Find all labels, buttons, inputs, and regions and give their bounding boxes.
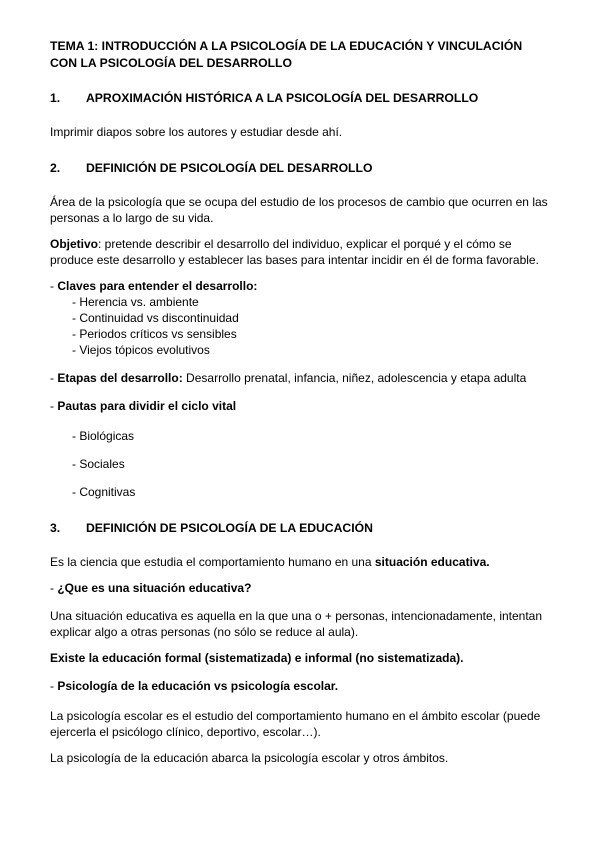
etapas-dash: - <box>50 371 58 385</box>
list-item: - Herencia vs. ambiente <box>72 295 199 309</box>
definition-bold: situación educativa. <box>374 555 490 569</box>
claves-label: Claves para entender el desarrollo: <box>57 279 258 293</box>
section-2-definition: Área de la psicología que se ocupa del estudio de los procesos de cambio que ocurren en las personas a lo largo de su vida. <box>50 195 548 225</box>
etapas-text: Desarrollo prenatal, infancia, niñez, adolescencia y etapa adulta <box>182 371 527 385</box>
objective-label: Objetivo <box>50 237 99 251</box>
vs-heading <box>50 678 550 694</box>
vs-label: Psicología de la educación vs psicología escolar. <box>57 679 339 693</box>
question-dash: - <box>50 581 58 595</box>
section-3-number: 3. <box>50 521 61 535</box>
list-item: - Periodos críticos vs sensibles <box>72 327 237 341</box>
claves-heading <box>50 278 550 294</box>
list-item: - Cognitivas <box>72 485 136 499</box>
list-item: - Viejos tópicos evolutivos <box>72 343 210 357</box>
claves-list <box>50 294 550 358</box>
etapas-line <box>50 370 550 386</box>
claves-dash: - <box>50 279 58 293</box>
list-item: - Biológicas <box>72 429 135 443</box>
section-2-title: DEFINICIÓN DE PSICOLOGÍA DEL DESARROLLO <box>86 161 373 175</box>
section-2-heading <box>50 160 550 176</box>
educacion-formal-informal: Existe la educación formal (sistematizada) e informal (no sistematizada). <box>50 651 464 665</box>
list-item: - Continuidad vs discontinuidad <box>72 311 239 325</box>
psicologia-educacion-text: La psicología de la educación abarca la psicología escolar y otros ámbitos. <box>50 751 449 765</box>
pautas-heading <box>50 398 550 414</box>
section-3-heading <box>50 520 550 536</box>
vs-dash: - <box>50 679 58 693</box>
pautas-label: Pautas para dividir el ciclo vital <box>57 399 237 413</box>
etapas-label: Etapas del desarrollo: <box>57 371 183 385</box>
section-3-definition <box>50 554 550 570</box>
section-3-title: DEFINICIÓN DE PSICOLOGÍA DE LA EDUCACIÓN <box>86 521 373 535</box>
pautas-dash: - <box>50 399 58 413</box>
objective-text: : pretende describir el desarrollo del individuo, explicar el porqué y el cómo se produce este desarrollo y establecer las bases para intentar incidir en él de forma favorable. <box>50 237 539 267</box>
document-title: TEMA 1: INTRODUCCIÓN A LA PSICOLOGÍA DE LA EDUCACIÓN Y VINCULACIÓN CON LA PSICOLOGÍA DEL DESARROLLO <box>50 39 523 70</box>
psicologia-escolar-text: La psicología escolar es el estudio del comportamiento humano en el ámbito escolar (puede ejercerla el psicólogo clínico, deportivo, escolar…). <box>50 709 541 739</box>
definition-text: Es la ciencia que estudia el comportamiento humano en una <box>50 555 375 569</box>
section-1-number: 1. <box>50 91 61 105</box>
section-2-objective <box>50 236 550 268</box>
situacion-answer: Una situación educativa es aquella en la que una o + personas, intencionadamente, intentan explicar algo a otras personas (no sólo se reduce al aula). <box>50 609 543 639</box>
section-1-text: Imprimir diapos sobre los autores y estudiar desde ahí. <box>50 125 343 139</box>
section-2-number: 2. <box>50 161 61 175</box>
section-1-title: APROXIMACIÓN HISTÓRICA A LA PSICOLOGÍA DEL DESARROLLO <box>86 91 479 105</box>
question-label: ¿Que es una situación educativa? <box>57 581 252 595</box>
list-item: - Sociales <box>72 457 125 471</box>
section-1-heading <box>50 90 550 106</box>
situacion-question <box>50 580 550 596</box>
